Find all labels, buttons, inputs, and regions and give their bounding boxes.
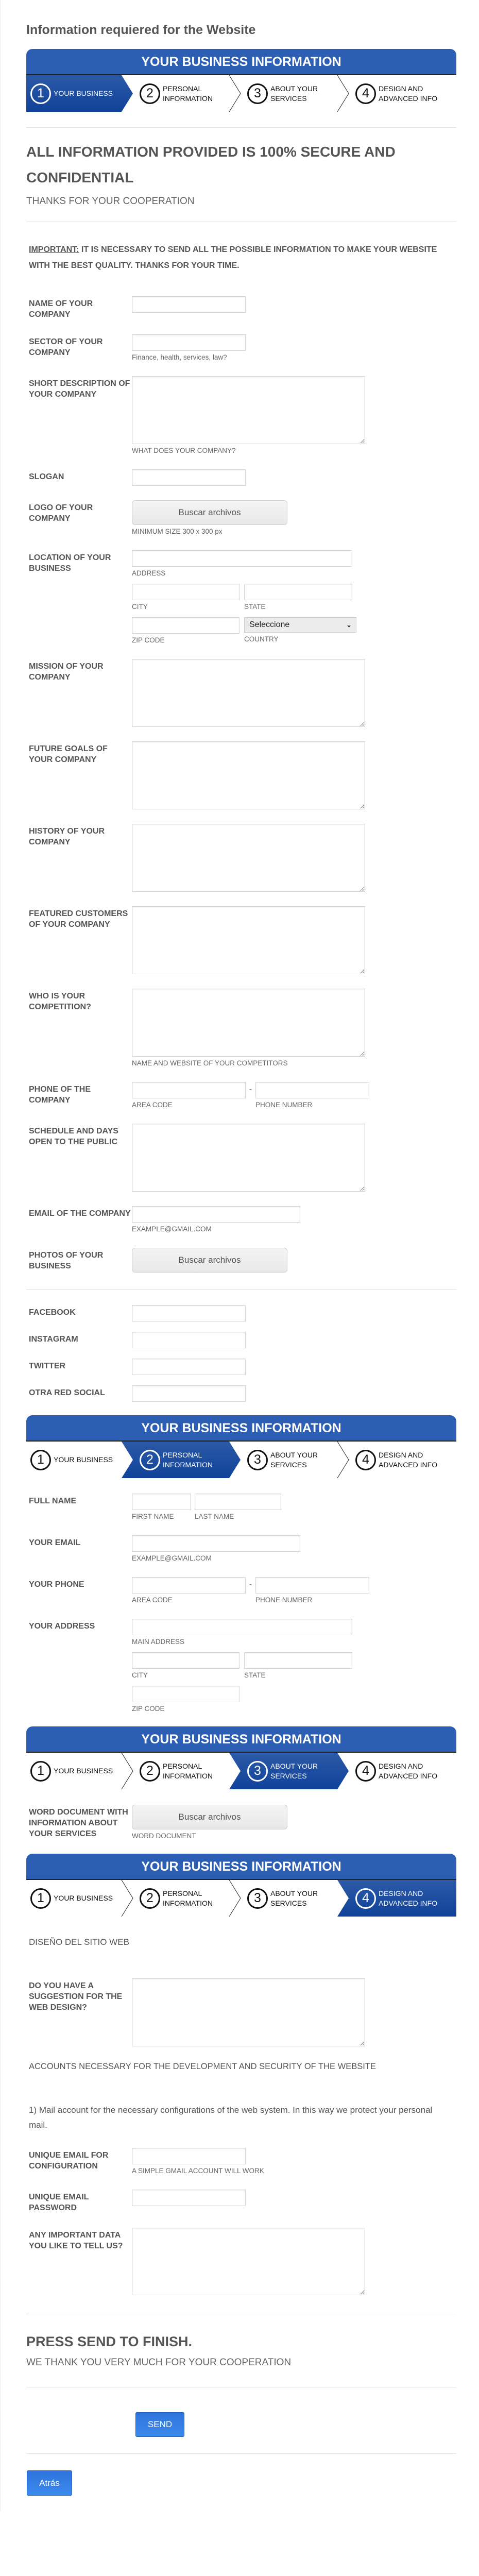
step-separator [229,75,241,112]
customers-label: FEATURED CUSTOMERS OF YOUR COMPANY [29,909,128,929]
description-textarea[interactable] [132,376,365,444]
goals-label: FUTURE GOALS OF YOUR COMPANY [29,744,108,764]
state-input[interactable] [244,584,352,600]
your-state-input[interactable] [244,1652,352,1669]
step-label: ABOUT YOUR SERVICES [270,84,318,103]
your-phone-label: YOUR PHONE [29,1580,84,1589]
unique-email-label: UNIQUE EMAIL FOR CONFIGURATION [29,2151,109,2171]
zip-hint: ZIP CODE [132,636,165,644]
step-separator [229,1880,241,1917]
slogan-input[interactable] [132,469,246,486]
step-number-icon: 2 [140,83,160,104]
your-email-label: YOUR EMAIL [29,1538,81,1547]
step-progress [26,1753,456,1789]
last-name-input[interactable] [195,1494,281,1510]
page-title: Information requiered for the Website [26,23,256,37]
your-address-label: YOUR ADDRESS [29,1622,95,1631]
company-email-row [29,1206,456,1233]
step-personal-information [140,1753,230,1789]
finish-thanks: WE THANK YOU VERY MUCH FOR YOUR COOPERATION [26,2357,292,2368]
your-phone-number-input[interactable] [255,1577,369,1594]
step-about-services [247,1442,337,1478]
divider [26,1289,456,1290]
mission-textarea[interactable] [132,659,365,727]
password-input[interactable] [132,2190,246,2206]
back-button[interactable]: Atrás [27,2470,72,2496]
step-label: YOUR BUSINESS [54,1455,113,1464]
zip-input[interactable] [132,617,239,634]
divider [26,127,456,128]
step-label: YOUR BUSINESS [54,89,113,97]
facebook-input[interactable] [132,1305,246,1321]
step-separator [337,75,349,112]
important-label: IMPORTANT: [29,245,79,254]
suggestion-row [29,1978,456,2046]
step-banner-4 [26,1854,456,1917]
important-text: IT IS NECESSARY TO SEND ALL THE POSSIBLE INFORMATION TO MAKE YOUR WEBSITE WITH THE BEST QUALITY. THANKS FOR YOUR TIME. [29,245,437,270]
address-hint: ADDRESS [132,569,166,577]
step-label: DESIGN AND ADVANCED INFO [379,1761,438,1780]
unique-email-input[interactable] [132,2148,246,2164]
company-email-input[interactable] [132,1206,300,1223]
logo-row [29,500,456,536]
banner-title: YOUR BUSINESS INFORMATION [26,1854,456,1880]
step-number-icon: 1 [30,1450,51,1470]
competition-row [29,989,456,1067]
other-social-input[interactable] [132,1385,246,1402]
zip-hint: ZIP CODE [132,1705,165,1713]
step-personal-information [140,75,230,112]
customers-row [29,906,456,974]
logo-upload-button[interactable]: Buscar archivos [132,500,287,525]
sector-hint: Finance, health, services, law? [132,353,227,361]
step-about-services [247,1880,337,1917]
schedule-textarea[interactable] [132,1124,365,1192]
competition-textarea[interactable] [132,989,365,1057]
competition-label: WHO IS YOUR COMPETITION? [29,992,91,1011]
design-section-title: DISEÑO DEL SITIO WEB [29,1937,129,1947]
slogan-row [29,469,456,486]
accounts-title: ACCOUNTS NECESSARY FOR THE DEVELOPMENT AND SECURITY OF THE WEBSITE [29,2062,376,2071]
instagram-label: INSTAGRAM [29,1335,78,1344]
step-number-icon: 3 [247,1450,268,1470]
security-heading: ALL INFORMATION PROVIDED IS 100% SECURE AND CONFIDENTIAL [26,144,396,185]
step-number-icon: 1 [30,1888,51,1909]
step-progress [26,75,456,112]
state-hint: STATE [244,1671,266,1679]
company-name-row [29,296,456,320]
step-number-icon: 4 [355,1450,376,1470]
step-design-advanced [355,1442,456,1478]
step-your-business [30,75,121,112]
main-address-hint: MAIN ADDRESS [132,1638,185,1646]
phone-number-hint: PHONE NUMBER [255,1101,313,1109]
your-address-row [29,1619,456,1713]
company-phone-number-input[interactable] [255,1082,369,1098]
step-number-icon: 1 [30,83,51,104]
competition-hint: NAME AND WEBSITE OF YOUR COMPETITORS [132,1059,288,1067]
your-phone-row [29,1577,456,1604]
password-label: UNIQUE EMAIL PASSWORD [29,2193,89,2212]
form-page [1,0,479,2511]
step-number-icon: 3 [247,83,268,104]
phone-separator: - [249,1085,252,1094]
step-separator [122,1753,133,1789]
mission-label: MISSION OF YOUR COMPANY [29,662,104,682]
phone-separator: - [249,1580,252,1589]
other-social-label: OTRA RED SOCIAL [29,1388,105,1397]
step-progress [26,1880,456,1917]
schedule-label: SCHEDULE AND DAYS OPEN TO THE PUBLIC [29,1127,118,1146]
your-email-hint: EXAMPLE@GMAIL.COM [132,1554,212,1562]
state-hint: STATE [244,603,266,611]
address-input[interactable] [132,550,352,567]
photos-row [29,1248,456,1273]
thanks-text: THANKS FOR YOUR COOPERATION [26,196,195,207]
banner-title: YOUR BUSINESS INFORMATION [26,1726,456,1753]
history-label: HISTORY OF YOUR COMPANY [29,827,105,846]
twitter-label: TWITTER [29,1362,66,1370]
suggestion-label: DO YOU HAVE A SUGGESTION FOR THE WEB DESIGN? [29,1981,123,2012]
word-upload-button[interactable]: Buscar archivos [132,1805,287,1829]
step-number-icon: 4 [355,83,376,104]
unique-email-hint: A SIMPLE GMAIL ACCOUNT WILL WORK [132,2167,264,2175]
unique-email-row [29,2148,456,2175]
step-progress [26,1442,456,1478]
step-banner-1 [26,49,456,112]
step-personal-information [140,1442,230,1478]
step-number-icon: 4 [355,1761,376,1782]
instagram-row [29,1332,456,1348]
first-name-hint: FIRST NAME [132,1513,174,1520]
step-design-advanced [355,1753,456,1789]
important-data-label: ANY IMPORTANT DATA YOU LIKE TO TELL US? [29,2231,123,2250]
city-hint: CITY [132,603,148,611]
history-textarea[interactable] [132,824,365,892]
word-hint: WORD DOCUMENT [132,1832,196,1840]
your-zip-input[interactable] [132,1686,239,1702]
step-label: DESIGN AND ADVANCED INFO [379,1889,438,1907]
your-area-code-input[interactable] [132,1577,246,1594]
company-phone-row [29,1082,456,1109]
your-email-row [29,1535,456,1563]
other-social-row [29,1385,456,1402]
step-separator [337,1442,349,1478]
your-city-input[interactable] [132,1652,239,1669]
chevron-down-icon: ⌄ [346,621,352,629]
step-banner-3 [26,1726,456,1789]
company-phone-label: PHONE OF THE COMPANY [29,1085,91,1105]
mail-paragraph: 1) Mail account for the necessary configurations of the web system. In this way we protect your personal mail. [29,2105,433,2130]
area-code-hint: AREA CODE [132,1596,173,1604]
step-label: YOUR BUSINESS [54,1767,113,1775]
send-button[interactable]: SEND [135,2412,184,2437]
instagram-input[interactable] [132,1332,246,1348]
step-number-icon: 2 [140,1761,160,1782]
goals-row [29,741,456,809]
logo-hint: MINIMUM SIZE 300 x 300 px [132,528,223,535]
company-email-hint: EXAMPLE@GMAIL.COM [132,1225,212,1233]
important-notice [29,242,441,274]
important-data-row [29,2228,456,2295]
full-name-label: FULL NAME [29,1497,77,1505]
step-number-icon: 3 [247,1888,268,1909]
step-separator [122,1880,133,1917]
step-your-business [30,1442,121,1478]
history-row [29,824,456,892]
step-label: DESIGN AND ADVANCED INFO [379,1450,438,1469]
first-name-input[interactable] [132,1494,191,1510]
facebook-row [29,1305,456,1321]
step-number-icon: 2 [140,1450,160,1470]
divider [26,2453,456,2454]
slogan-label: SLOGAN [29,472,64,481]
step-label: PERSONAL INFORMATION [163,1889,213,1907]
sector-row [29,334,456,362]
step-your-business [30,1880,121,1917]
schedule-row [29,1124,456,1192]
your-email-input[interactable] [132,1535,300,1552]
photos-label: PHOTOS OF YOUR BUSINESS [29,1251,104,1270]
step-about-services [247,75,337,112]
country-selected: Seleccione [249,620,290,629]
description-label: SHORT DESCRIPTION OF YOUR COMPANY [29,379,130,399]
last-name-hint: LAST NAME [195,1513,234,1520]
customers-textarea[interactable] [132,906,365,974]
sector-label: SECTOR OF YOUR COMPANY [29,337,103,357]
company-email-label: EMAIL OF THE COMPANY [29,1209,131,1218]
mission-row [29,659,456,727]
main-address-input[interactable] [132,1619,352,1635]
step-number-icon: 3 [247,1761,268,1782]
step-label: ABOUT YOUR SERVICES [270,1761,318,1780]
step-your-business [30,1753,121,1789]
step-design-advanced [355,1880,456,1917]
twitter-input[interactable] [132,1359,246,1375]
company-name-input[interactable] [132,296,246,313]
facebook-label: FACEBOOK [29,1308,76,1317]
step-banner-2 [26,1415,456,1478]
company-area-code-input[interactable] [132,1082,246,1098]
step-label: DESIGN AND ADVANCED INFO [379,84,438,103]
location-row [29,550,456,645]
step-label: ABOUT YOUR SERVICES [270,1889,318,1907]
banner-title: YOUR BUSINESS INFORMATION [26,1415,456,1442]
description-hint: WHAT DOES YOUR COMPANY? [132,447,236,454]
city-input[interactable] [132,584,239,600]
word-document-row [29,1805,456,1840]
step-design-advanced [355,75,456,112]
step-label: ABOUT YOUR SERVICES [270,1450,318,1469]
suggestion-textarea[interactable] [132,1978,365,2046]
city-hint: CITY [132,1671,148,1679]
step-label: PERSONAL INFORMATION [163,84,213,103]
step-about-services [247,1753,337,1789]
step-label: PERSONAL INFORMATION [163,1761,213,1780]
banner-title: YOUR BUSINESS INFORMATION [26,49,456,75]
location-label: LOCATION OF YOUR BUSINESS [29,553,111,573]
password-row [29,2190,456,2213]
finish-heading: PRESS SEND TO FINISH. [26,2334,193,2349]
important-data-textarea[interactable] [132,2228,365,2295]
step-label: YOUR BUSINESS [54,1894,113,1902]
area-code-hint: AREA CODE [132,1101,173,1109]
phone-number-hint: PHONE NUMBER [255,1596,313,1604]
country-hint: COUNTRY [244,635,279,643]
full-name-row [29,1494,456,1521]
sector-input[interactable] [132,334,246,351]
step-label: PERSONAL INFORMATION [163,1450,213,1469]
company-name-label: NAME OF YOUR COMPANY [29,299,93,319]
description-row [29,376,456,455]
step-number-icon: 1 [30,1761,51,1782]
step-number-icon: 2 [140,1888,160,1909]
logo-label: LOGO OF YOUR COMPANY [29,503,93,523]
word-document-label: WORD DOCUMENT WITH INFORMATION ABOUT YOUR SERVICES [29,1808,128,1838]
twitter-row [29,1359,456,1375]
goals-textarea[interactable] [132,741,365,809]
step-number-icon: 4 [355,1888,376,1909]
photos-upload-button[interactable]: Buscar archivos [132,1248,287,1273]
step-personal-information [140,1880,230,1917]
country-select[interactable] [244,617,356,633]
